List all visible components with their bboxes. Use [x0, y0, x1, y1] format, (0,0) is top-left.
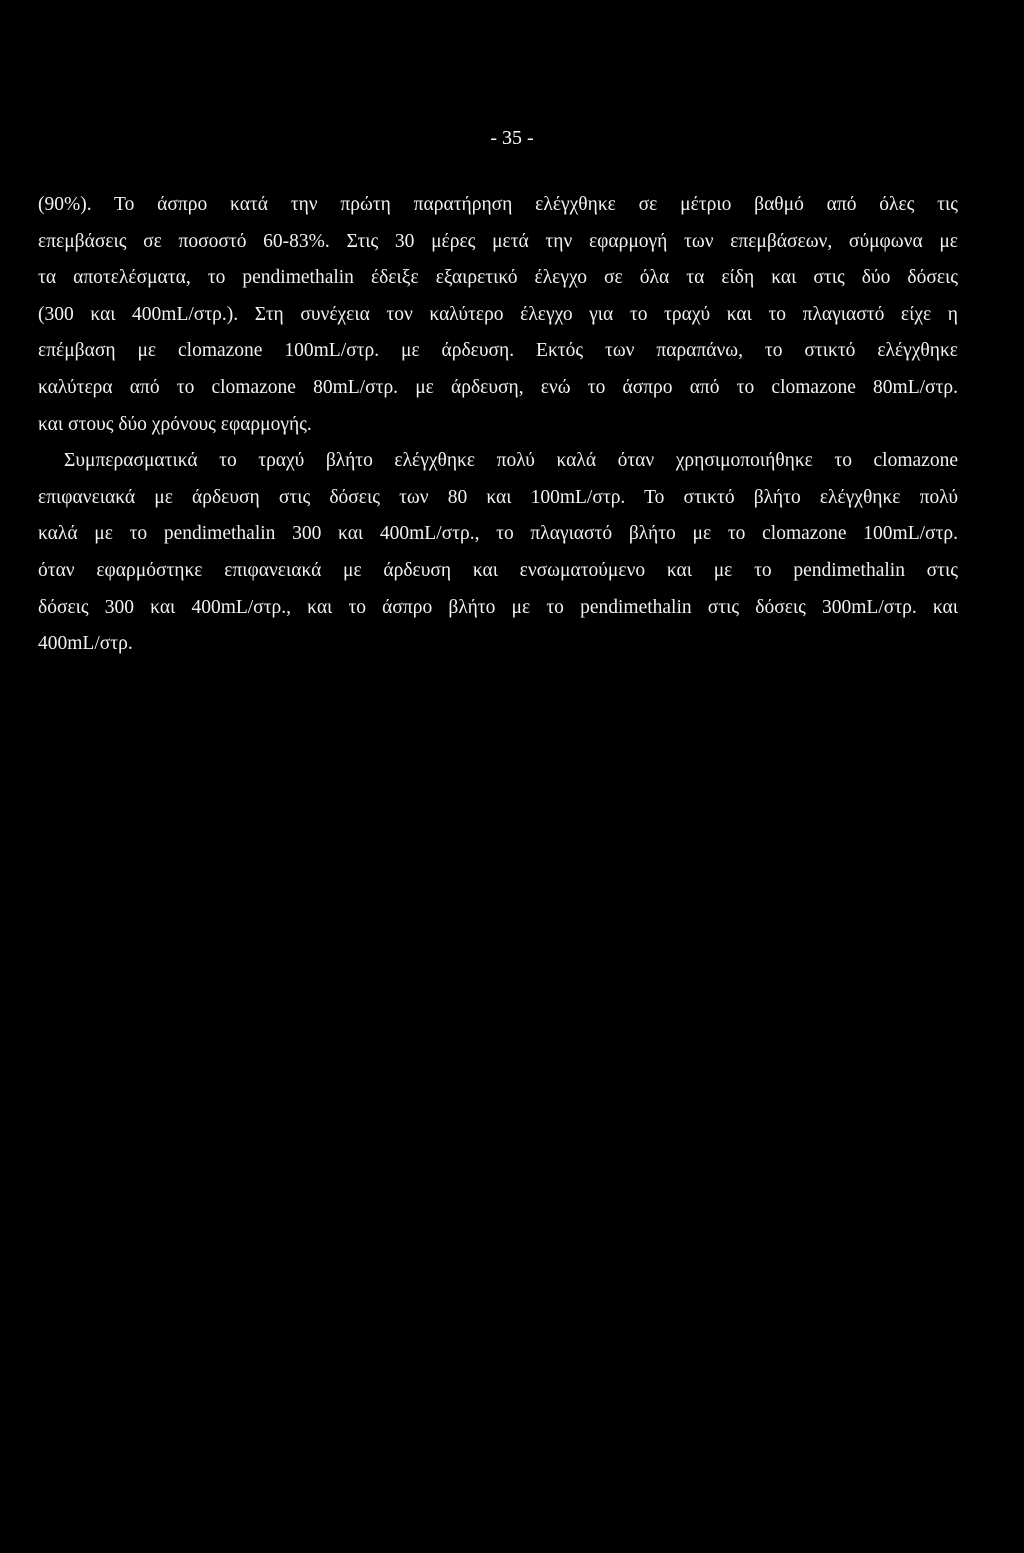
page-number: - 35 -	[490, 127, 534, 149]
text-line: επιφανειακά με άρδευση στις δόσεις των 80 και 100mL/στρ. Το στικτό βλήτο ελέγχθηκε πολύ	[38, 486, 958, 508]
text-line: τα αποτελέσματα, το pendimethalin έδειξε εξαιρετικό έλεγχο σε όλα τα είδη και στις δύο δόσεις	[38, 267, 958, 289]
text-line: καλύτερα από το clomazone 80mL/στρ. με άρδευση, ενώ το άσπρο από το clomazone 80mL/στρ.	[38, 376, 958, 398]
text-line: δόσεις 300 και 400mL/στρ., και το άσπρο βλήτο με το pendimethalin στις δόσεις 300mL/στρ. και	[38, 596, 958, 618]
text-line: (90%). Το άσπρο κατά την πρώτη παρατήρηση ελέγχθηκε σε μέτριο βαθμό από όλες τις	[38, 194, 958, 215]
text-line: Συμπερασματικά το τραχύ βλήτο ελέγχθηκε πολύ καλά όταν χρησιμοποιήθηκε το clomazone	[64, 450, 958, 472]
text-line: 400mL/στρ.	[38, 633, 133, 655]
text-line: επεμβάσεις σε ποσοστό 60-83%. Στις 30 μέρες μετά την εφαρμογή των επεμβάσεων, σύμφωνα με	[38, 230, 958, 252]
text-line: καλά με το pendimethalin 300 και 400mL/στρ., το πλαγιαστό βλήτο με το clomazone 100mL/στρ.	[38, 523, 958, 545]
text-line: όταν εφαρμόστηκε επιφανειακά με άρδευση και ενσωματούμενο και με το pendimethalin στις	[38, 559, 958, 581]
text-line: επέμβαση με clomazone 100mL/στρ. με άρδευση. Εκτός των παραπάνω, το στικτό ελέγχθηκε	[38, 340, 958, 362]
text-line: (300 και 400mL/στρ.). Στη συνέχεια τον καλύτερο έλεγχο για το τραχύ και το πλαγιαστό είχε η	[38, 303, 958, 325]
text-line: και στους δύο χρόνους εφαρμογής.	[38, 413, 312, 435]
body-text	[38, 188, 958, 664]
